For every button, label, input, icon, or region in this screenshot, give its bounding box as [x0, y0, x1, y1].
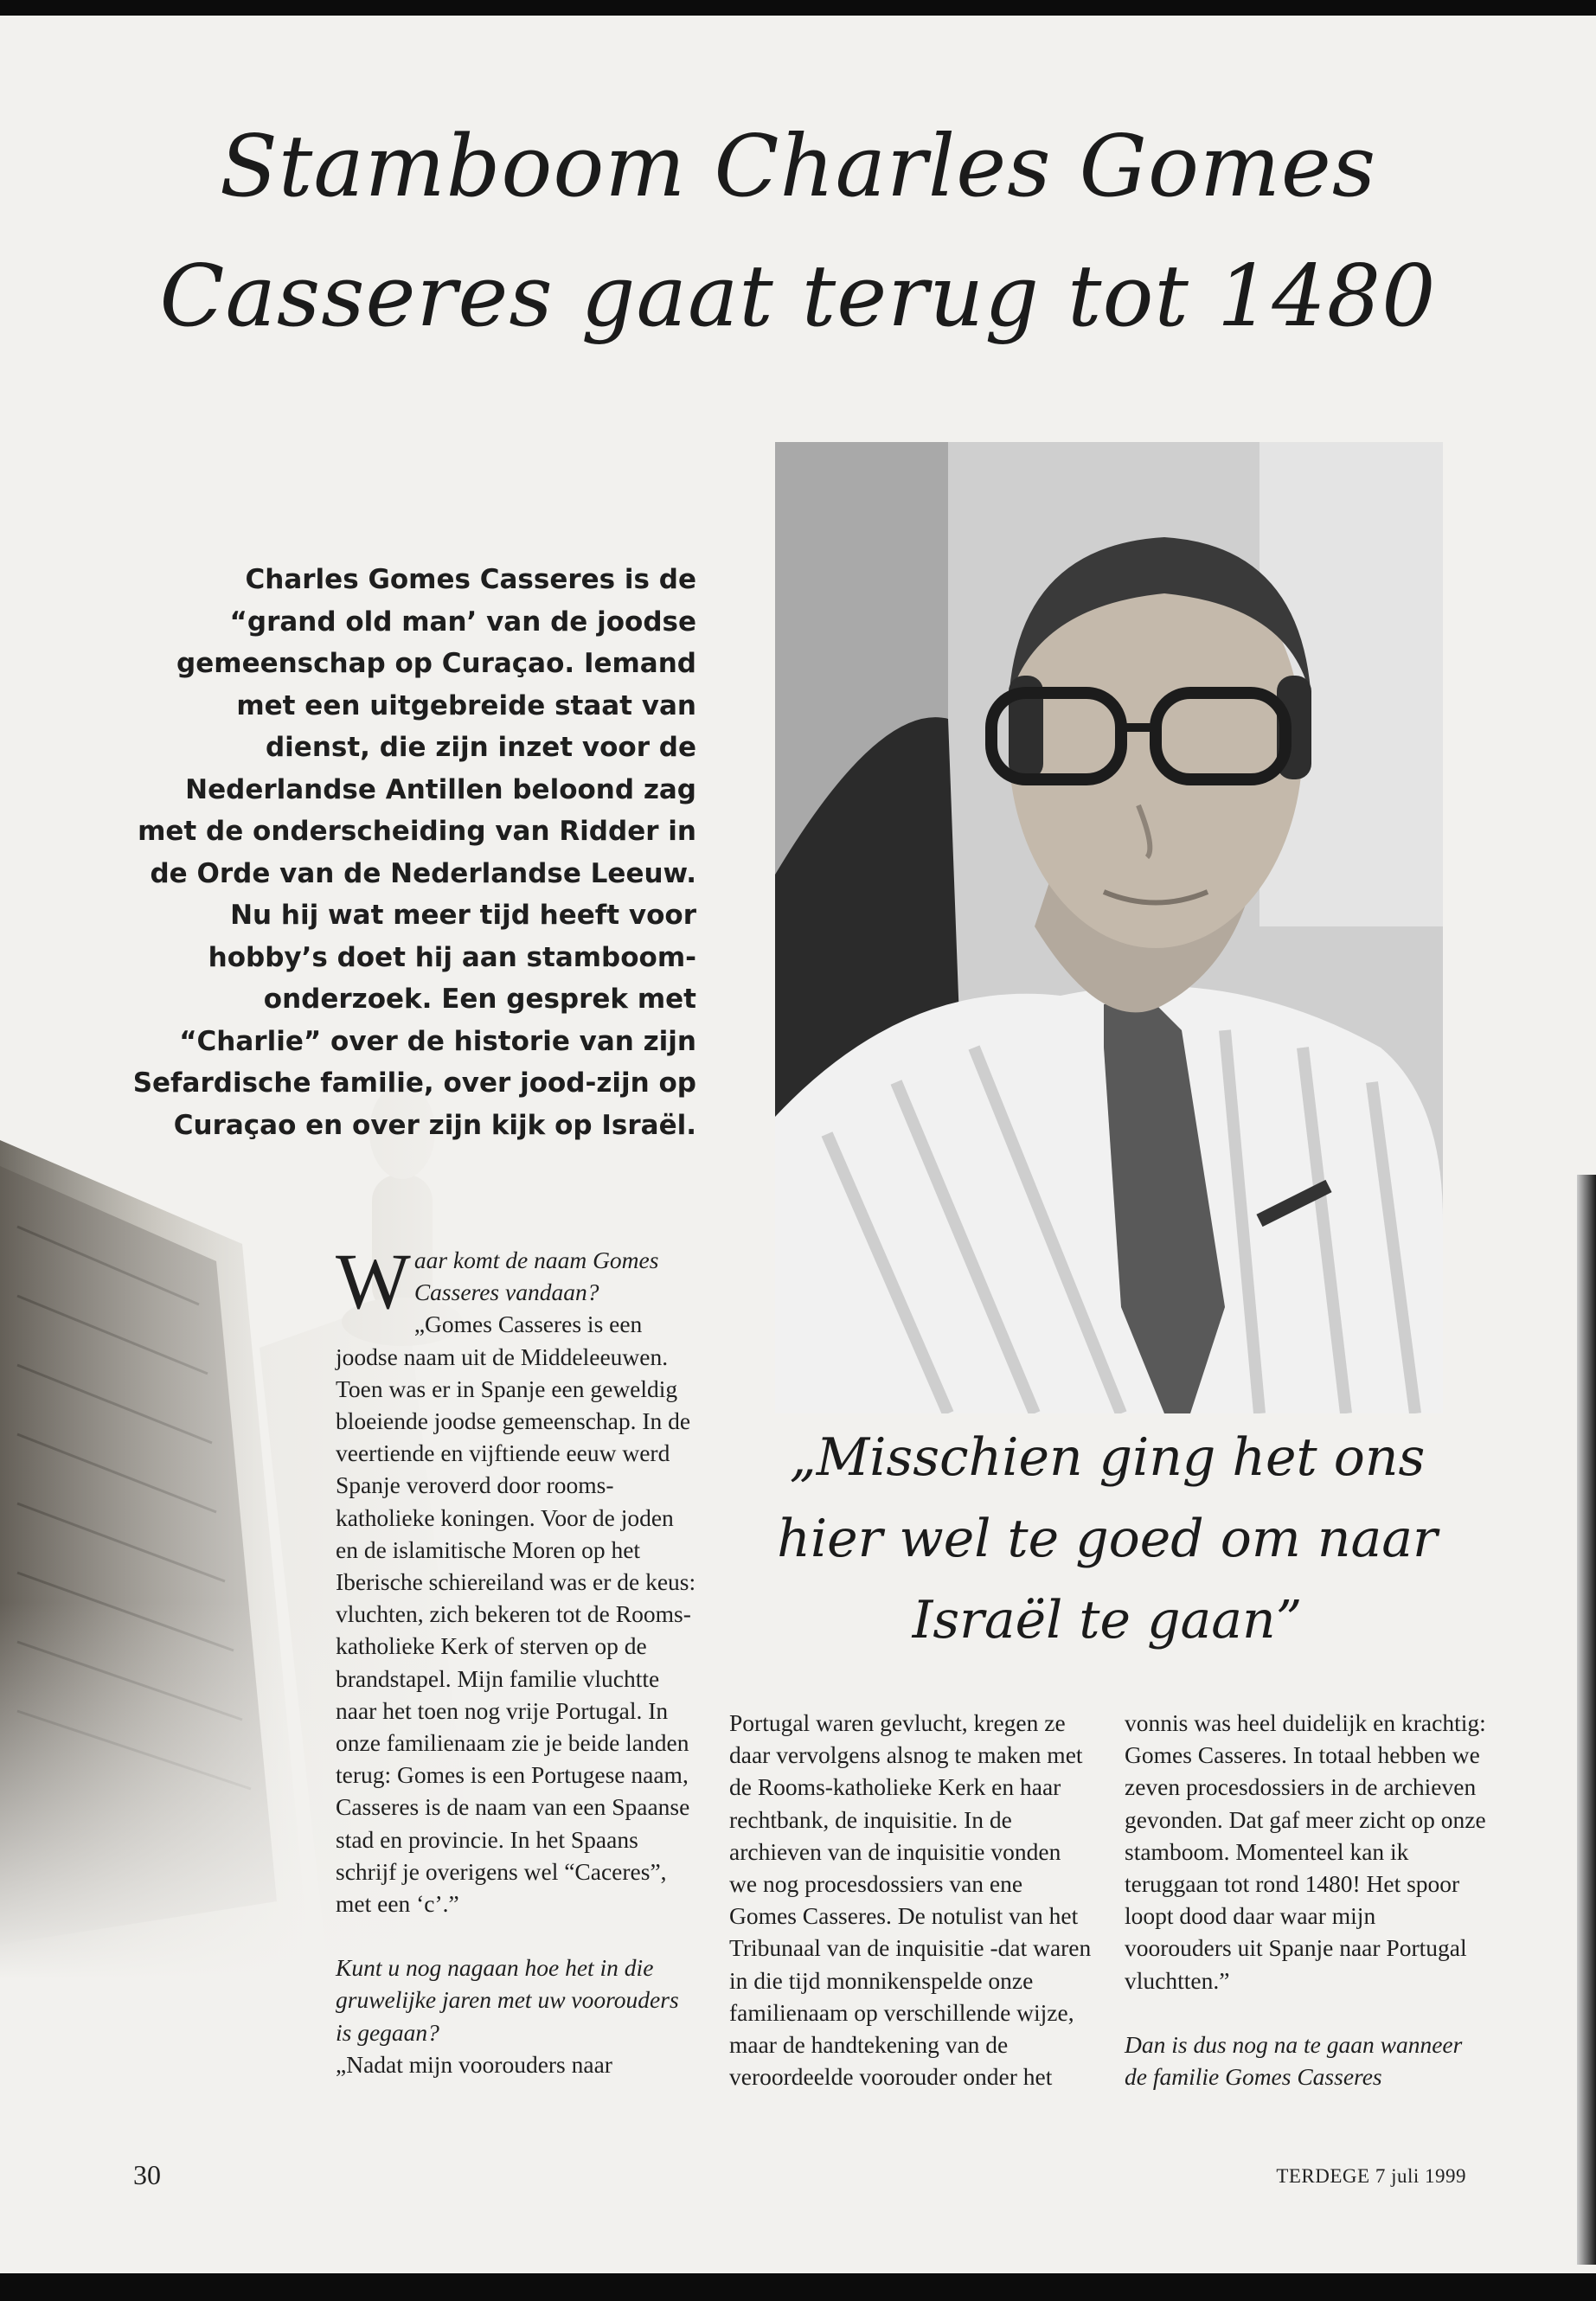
article-column-3 — [1125, 1707, 1488, 2093]
page-edge — [1577, 1175, 1596, 2265]
article-intro: Charles Gomes Casseres is de “grand old man’ van de joodse gemeenschap op Curaçao. Iemand met een uitgebreide staat van dienst, die zijn inzet voor de Nederlandse Antillen beloond zag met de onderscheiding van Ridder in de Orde van de Nederlandse Leeuw. Nu hij wat meer tijd heeft voor hobby’s doet hij aan stamboom-onderzoek. Een gesprek met “Charlie” over de historie van zijn Sefardische familie, over jood-zijn op Curaçao en over zijn kijk op Israël. — [132, 564, 696, 1141]
answer-2-end: vonnis was heel duidelijk en krachtig: Gomes Casseres. In totaal hebben we zeven procesdossiers in de archieven gevonden. Dat gaf meer zicht op onze stamboom. Momenteel kan ik teruggaan tot rond 1480! Het spoor loopt dood daar waar mijn voorouders uit Spanje naar Portugal vluchtten.” — [1125, 1709, 1486, 1994]
portrait-photo — [775, 442, 1443, 1413]
page-number: 30 — [133, 2159, 161, 2190]
pull-quote-line-2: hier wel te goed om naar — [777, 1509, 1438, 1569]
pull-quote-line-3: Israël te gaan” — [912, 1590, 1303, 1650]
question-1-text: aar komt de naam Gomes Casseres vandaan? — [413, 1247, 659, 1306]
pull-quote-line-1: „Misschien ging het ons — [789, 1427, 1426, 1488]
article-column-1 — [336, 1237, 699, 2080]
question-2: Kunt u nog nagaan hoe het in die gruwelijke jaren met uw voorouders is gegaan? — [336, 1954, 679, 2046]
headline-line-1: Stamboom Charles Gomes — [219, 118, 1377, 216]
question-3: Dan is dus nog na te gaan wanneer de familie Gomes Casseres — [1125, 2030, 1463, 2091]
magazine-page — [0, 16, 1596, 2273]
headline-line-2: Casseres gaat terug tot 1480 — [159, 247, 1437, 346]
article-column-2 — [729, 1707, 1093, 2093]
drop-cap: W — [336, 1237, 411, 1325]
question-1 — [336, 1237, 699, 1325]
magazine-footer: TERDEGE 7 juli 1999 — [1276, 2165, 1466, 2187]
answer-2-start: „Nadat mijn voorouders naar — [336, 2050, 612, 2078]
answer-2-continued: Portugal waren gevlucht, kregen ze daar vervolgens alsnog te maken met de Rooms-katholieke Kerk en haar rechtbank, de inquisitie. In de archieven van de inquisitie vonden we nog procesdossiers van ene Gomes Casseres. De notulist van het Tribunaal van de inquisitie -dat waren in die tijd monnikenspelde onze familienaam op verschillende wijze, maar de handtekening van de veroordeelde voorouder onder het — [729, 1709, 1092, 2091]
pull-quote — [744, 1417, 1471, 1661]
headline — [0, 102, 1596, 362]
answer-1: „Gomes Casseres is een joodse naam uit de Middeleeuwen. Toen was er in Spanje een geweldig bloeiende joodse gemeenschap. In de veertiende en vijftiende eeuw werd Spanje veroverd door rooms-katholieke koningen. Voor de joden en de islamitische Moren op het Iberische schiereiland was er de keus: vluchten, zich bekeren tot de Rooms-katholieke Kerk of sterven op de brandstapel. Mijn familie vluchtte naar het toen nog vrije Portugal. In onze familienaam zie je beide landen terug: Gomes is een Portugese naam, Casseres is de naam van een Spaanse stad en provincie. In het Spaans schrijf je overigens wel “Caceres”, met een ‘c’.” — [336, 1311, 696, 1918]
